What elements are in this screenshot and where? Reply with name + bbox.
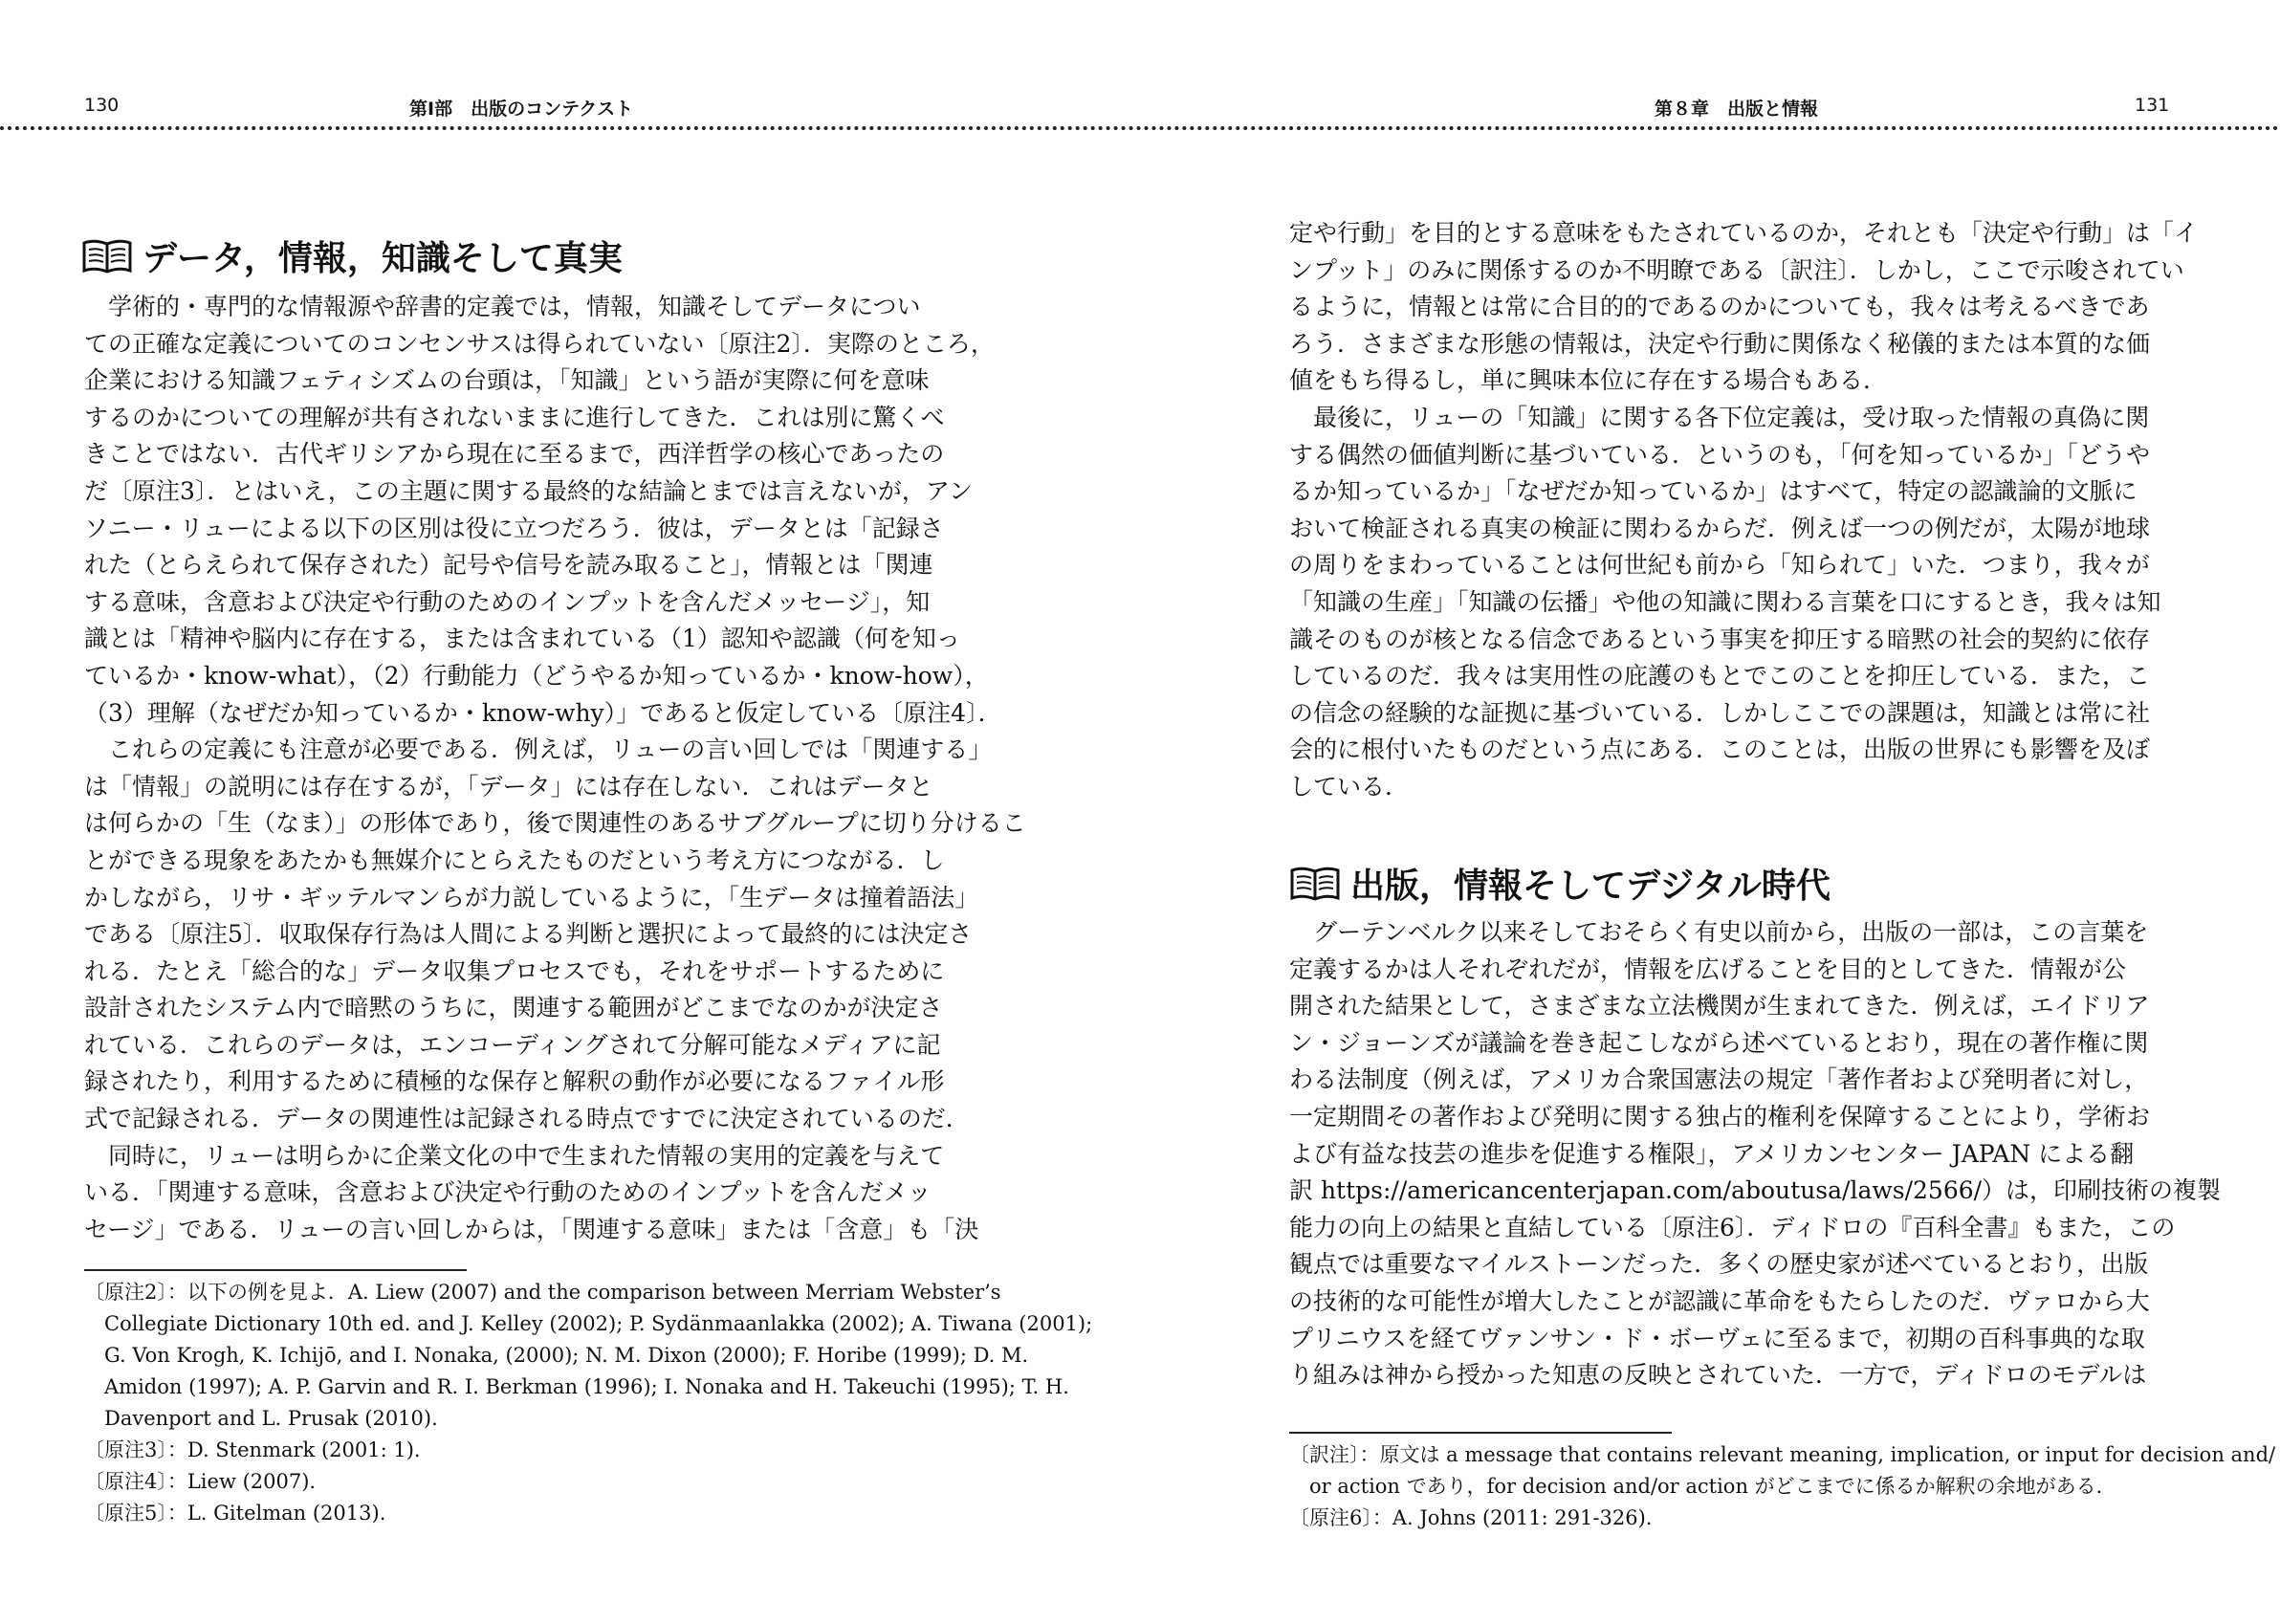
text-line: 定義するかは人それぞれだが，情報を広げることを目的としてきた．情報が公 <box>1289 955 2127 983</box>
left-section-heading <box>81 231 623 280</box>
left-running-title: 第Ⅰ部 出版のコンテクスト <box>409 99 634 120</box>
text-line: おいて検証される真実の検証に関わるからだ．例えば一つの例だが，太陽が地球 <box>1289 514 2151 542</box>
text-line: るように，情報とは常に合目的的であるのかについても，我々は考えるべきであ <box>1289 293 2150 321</box>
text-line: わる法制度（例えば，アメリカ合衆国憲法の規定「著作者および発明者に対し， <box>1289 1065 2149 1094</box>
text-line: 値をもち得るし，単に興味本位に存在する場合もある． <box>1289 366 1888 395</box>
text-line: は何らかの「生（なま）」の形体であり，後で関連性のあるサブグループに切り分けるこ <box>84 809 1026 838</box>
open-book-icon <box>81 238 133 274</box>
footnote-line: Amidon (1997); A. P. Garvin and R. I. Berkman (1996); I. Nonaka and H. Takeuchi (1995); T. H. <box>84 1375 1069 1398</box>
footnote-line: Davenport and L. Prusak (2010). <box>84 1407 438 1430</box>
text-line: 開された結果として，さまざまな立法機関が生まれてきた．例えば，エイドリア <box>1289 992 2150 1020</box>
footnote-line: G. Von Krogh, K. Ichijō, and I. Nonaka, (2000); N. M. Dixon (2000); F. Horibe (1999); D. M. <box>84 1344 1029 1367</box>
right-heading-text: 出版，情報そしてデジタル時代 <box>1350 866 1831 906</box>
footnote-line: 〔原注2〕：以下の例を見よ．A. Liew (2007) and the comparison between Merriam Webster’s <box>84 1281 1001 1304</box>
text-line: 観点では重要なマイルストーンだった．多くの歴史家が述べているとおり，出版 <box>1289 1250 2149 1279</box>
text-line: 同時に，リューは明らかに企業文化の中で生まれた情報の実用的定義を与えて <box>84 1141 945 1170</box>
left-body-text <box>84 289 1026 1248</box>
footnote-line: 〔原注4〕：Liew (2007). <box>84 1470 317 1493</box>
text-line: 録されたり，利用するために積極的な保存と解釈の動作が必要になるファイル形 <box>84 1067 945 1096</box>
footnote-line: 〔原注5〕：L. Gitelman (2013). <box>84 1502 386 1525</box>
text-line: 会的に根付いたものだという点にある．このことは，出版の世界にも影響を及ぼ <box>1289 735 2151 764</box>
left-footnotes <box>84 1277 1093 1529</box>
text-line: グーテンベルク以来そしておそらく有史以前から，出版の一部は，この言葉を <box>1289 918 2149 946</box>
text-line: である〔原注5〕．収取保存行為は人間による判断と選択によって最終的には決定さ <box>84 920 973 949</box>
text-line: （3）理解（なぜだか知っているか・know-why）」であると仮定している〔原注4〕． <box>84 698 1002 727</box>
footnote-line: 〔訳注〕：原文は a message that contains relevant meaning, implication, or input for decision and/ <box>1289 1443 2276 1466</box>
text-line: いる．「関連する意味，含意および決定や行動のためのインプットを含んだメッ <box>84 1178 932 1207</box>
text-line: だ〔原注3〕．とはいえ，この主題に関する最終的な結論とまでは言えないが，アン <box>84 476 973 505</box>
text-line: 学術的・専門的な情報源や辞書的定義では，情報，知識そしてデータについ <box>84 293 921 320</box>
text-line: する意味，含意および決定や行動のためのインプットを含んだメッセージ」，知 <box>84 587 931 616</box>
text-line: れた（とらえられて保存された）記号や信号を読み取ること」，情報とは「関連 <box>84 551 933 580</box>
text-line: の技術的な可能性が増大したことが認識に革命をもたらしたのだ．ヴァロから大 <box>1289 1286 2150 1315</box>
text-line: るか知っているか」「なぜだか知っているか」はすべて，特定の認識論的文脈に <box>1289 477 2138 506</box>
text-line: ンプット」のみに関係するのか不明瞭である〔訳注〕．しかし，ここで示唆されてい <box>1289 255 2184 284</box>
text-line: 識とは「精神や脳内に存在する，または含まれている（1）認知や認識（何を知っ <box>84 625 960 653</box>
text-line: とができる現象をあたかも無媒介にとらえたものだという考え方につながる．し <box>84 845 945 874</box>
footnote-rule <box>84 1269 467 1271</box>
text-line: 識そのものが核となる信念であるという事実を抑圧する暗黙の社会的契約に依存 <box>1289 625 2151 653</box>
header-dotted-divider <box>0 126 2280 130</box>
footnote-rule <box>1289 1432 1672 1434</box>
text-line: するのかについての理解が共有されないままに進行してきた．これは別に驚くべ <box>84 403 945 431</box>
text-line: これらの定義にも注意が必要である．例えば，リューの言い回しでは「関連する」 <box>84 735 993 764</box>
footnote-line: 〔原注3〕：D. Stenmark (2001: 1). <box>84 1438 421 1461</box>
text-line: は「情報」の説明には存在するが，「データ」には存在しない．これはデータと <box>84 772 933 801</box>
text-line: れている．これらのデータは，エンコーディングされて分解可能なメディアに記 <box>84 1030 941 1059</box>
right-body-text-bottom <box>1289 914 2222 1394</box>
text-line: かしながら，リサ・ギッテルマンらが力説しているように，「生データは撞着語法」 <box>84 883 979 911</box>
text-line: セージ」である．リューの言い回しからは，「関連する意味」または「含意」も「決 <box>84 1215 979 1243</box>
text-line: よび有益な技芸の進歩を促進する権限」，アメリカンセンター JAPAN による翻 <box>1289 1139 2135 1168</box>
text-line: 定や行動」を目的とする意味をもたされているのか，それとも「決定や行動」は「イ <box>1289 219 2199 247</box>
right-running-title: 第８章 出版と情報 <box>1655 99 1819 120</box>
text-line: している． <box>1289 772 1410 801</box>
footnote-line: 〔原注6〕：A. Johns (2011: 291-326). <box>1289 1506 1653 1529</box>
text-line: り組みは神から授かった知恵の反映とされていた．一方で，ディドロのモデルは <box>1289 1361 2147 1390</box>
footnote-line: or action であり，for decision and/or action がどこまでに係るか解釈の余地がある． <box>1289 1475 2116 1498</box>
text-line: 「知識の生産」「知識の伝播」や他の知識に関わる言葉を口にするとき，我々は知 <box>1289 587 2161 616</box>
open-book-icon <box>1289 866 1341 902</box>
left-heading-text: データ，情報，知識そして真実 <box>142 238 623 278</box>
right-section-heading <box>1289 859 1831 908</box>
text-line: ソニー・リューによる以下の区別は役に立つだろう．彼は，データとは「記録さ <box>84 514 944 542</box>
right-footnotes <box>1289 1439 2276 1534</box>
text-line: 訳 https://americancenterjapan.com/aboutusa/laws/2566/）は，印刷技術の複製 <box>1289 1176 2222 1205</box>
right-page-number: 131 <box>2135 95 2170 116</box>
text-line: ろう．さまざまな形態の情報は，決定や行動に関係なく秘儀的または本質的な価 <box>1289 329 2151 358</box>
text-line: 式で記録される．データの関連性は記録される時点ですでに決定されているのだ． <box>84 1105 970 1133</box>
text-line: する偶然の価値判断に基づいている．というのも，「何を知っているか」「どうや <box>1289 440 2151 469</box>
text-line: 企業における知識フェティシズムの台頭は，「知識」という語が実際に何を意味 <box>84 366 930 395</box>
text-line: 能力の向上の結果と直結している〔原注6〕．ディドロの『百科全書』もまた，この <box>1289 1213 2176 1241</box>
text-line: 一定期間その著作および発明に関する独占的権利を保障することにより，学術お <box>1289 1102 2151 1130</box>
text-line: ン・ジョーンズが議論を巻き起こしながら述べているとおり，現在の著作権に関 <box>1289 1028 2149 1057</box>
left-page-number: 130 <box>84 95 120 116</box>
text-line: の周りをまわっていることは何世紀も前から「知られて」いた．つまり，我々が <box>1289 551 2150 580</box>
text-line: ての正確な定義についてのコンセンサスは得られていない〔原注2〕．実際のところ， <box>84 329 995 358</box>
text-line: プリニウスを経てヴァンサン・ド・ボーヴェに至るまで，初期の百科事典的な取 <box>1289 1324 2145 1352</box>
text-line: しているのだ．我々は実用性の庇護のもとでこのことを抑圧している．また，こ <box>1289 662 2151 691</box>
right-body-text-top <box>1289 215 2199 806</box>
text-line: きことではない．古代ギリシアから現在に至るまで，西洋哲学の核心であったの <box>84 440 945 469</box>
text-line: ているか・know-what），（2）行動能力（どうやるか知っているか・know-how）， <box>84 661 989 690</box>
text-line: 最後に，リューの「知識」に関する各下位定義は，受け取った情報の真偽に関 <box>1289 403 2150 431</box>
text-line: の信念の経験的な証拠に基づいている．しかしここでの課題は，知識とは常に社 <box>1289 698 2151 727</box>
text-line: れる．たとえ「総合的な」データ収集プロセスでも，それをサポートするために <box>84 956 945 985</box>
footnote-line: Collegiate Dictionary 10th ed. and J. Kelley (2002); P. Sydänmaanlakka (2002); A. Tiwana (2001); <box>84 1312 1093 1335</box>
text-line: 設計されたシステム内で暗黙のうちに，関連する範囲がどこまでなのかが決定さ <box>84 994 943 1022</box>
